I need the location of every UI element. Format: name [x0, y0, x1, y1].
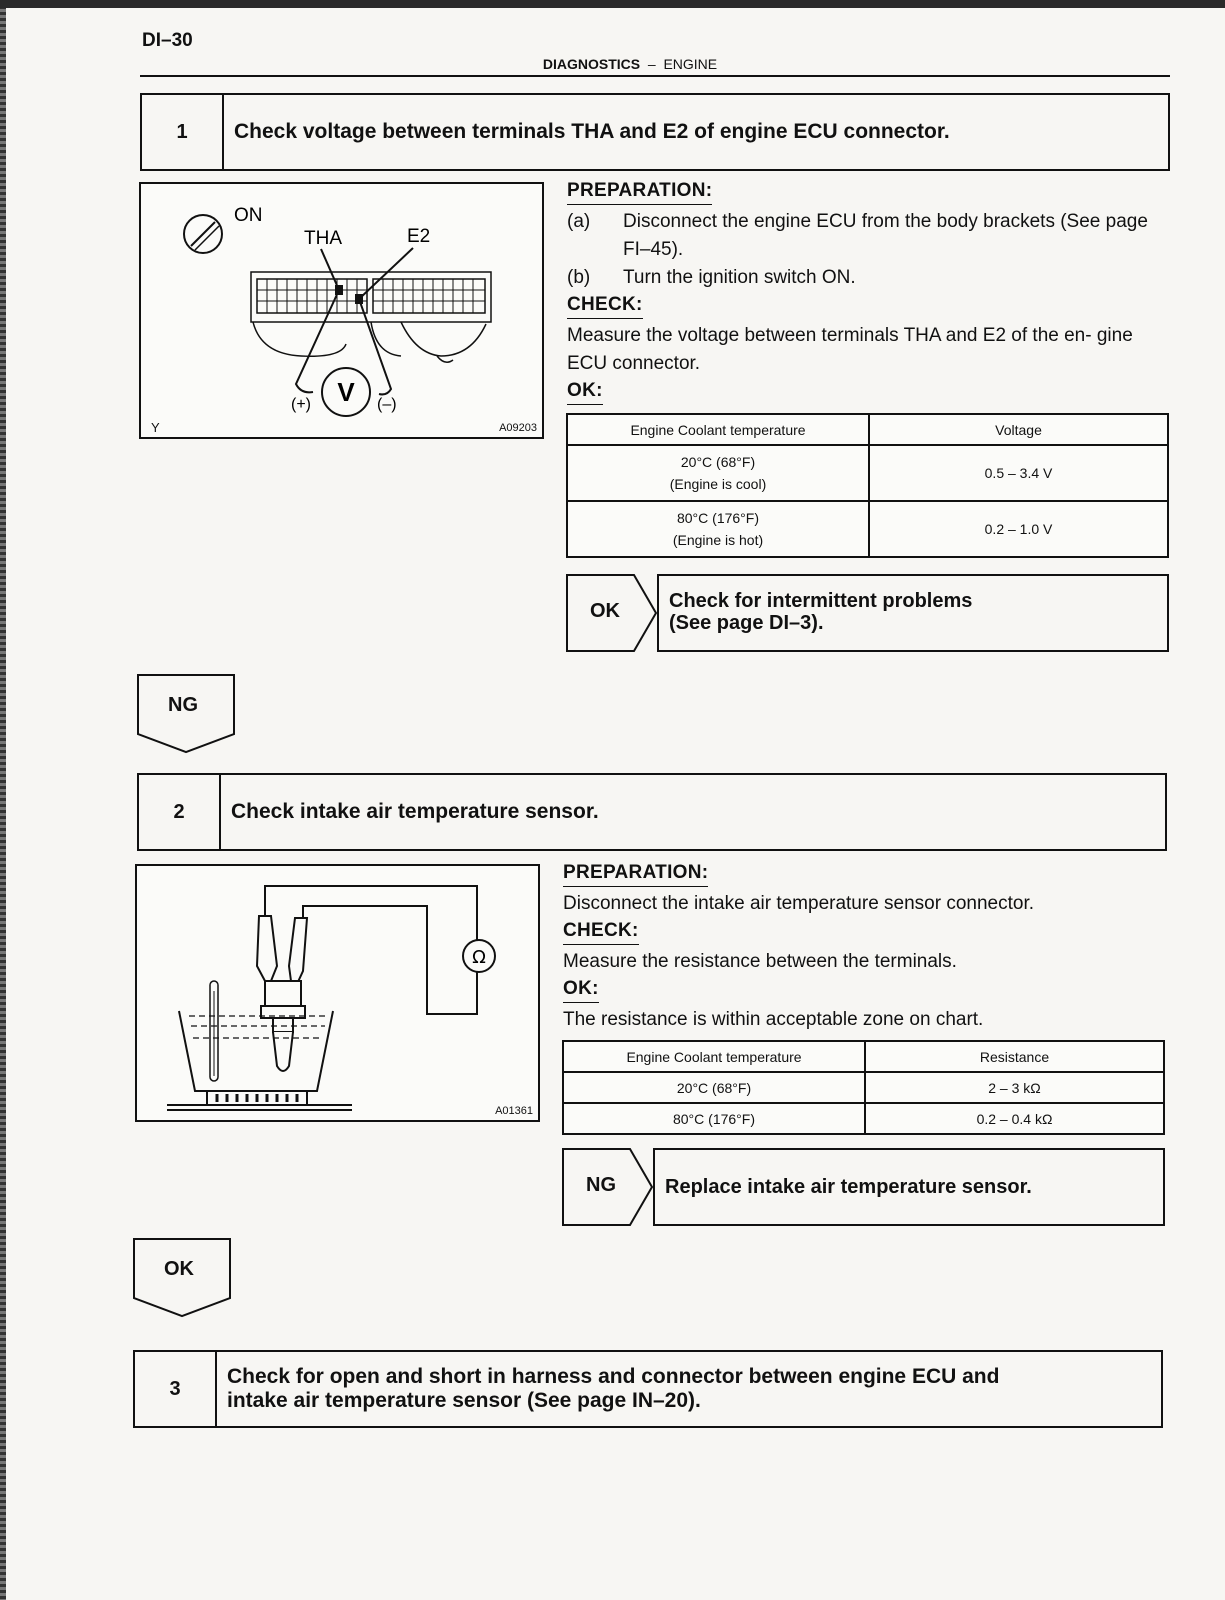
arrow-tag-label: NG — [586, 1174, 616, 1196]
table-row — [563, 1103, 1164, 1134]
scan-top-edge — [0, 0, 1225, 8]
result-line-1: Check for intermittent problems — [669, 590, 973, 612]
e2-label: E2 — [407, 226, 431, 247]
table-header-cell: Engine Coolant temperature — [567, 414, 869, 445]
table-cell-temp — [567, 445, 869, 501]
table-cell-temp: 80°C (176°F) — [563, 1103, 865, 1134]
step-2-box — [137, 773, 1167, 851]
step-2-title: Check intake air temperature sensor. — [231, 800, 599, 823]
result-line-2: (See page DI–3). — [669, 612, 824, 634]
ecu-voltage-figure — [139, 182, 544, 439]
step-1-number: 1 — [142, 95, 224, 169]
step-3-title-line-1: Check for open and short in harness and connector between engine ECU and — [227, 1365, 1000, 1388]
on-label: ON — [234, 205, 263, 226]
figure-id: A01361 — [495, 1105, 533, 1117]
page-number: DI–30 — [142, 30, 193, 51]
step-3-title — [217, 1352, 1161, 1426]
step-2-ok-down-arrow — [133, 1238, 233, 1318]
voltmeter-label: V — [337, 377, 355, 407]
table-cell-value: 0.2 – 1.0 V — [869, 501, 1168, 557]
step-1-ng-down-arrow — [137, 674, 237, 754]
step-1-check-label: CHECK: — [567, 294, 643, 319]
step-2-ok-label: OK: — [563, 978, 599, 1003]
step-1-box — [140, 93, 1170, 171]
step-1-prep-item-a — [567, 208, 1175, 264]
tha-label: THA — [304, 228, 342, 249]
step-1-title: Check voltage between terminals THA and E2 of engine ECU connector. — [234, 120, 950, 143]
table-cell-value: 0.2 – 0.4 kΩ — [865, 1103, 1164, 1134]
step-3-box — [133, 1350, 1163, 1428]
step-3-title-line-2: intake air temperature sensor (See page IN–20). — [227, 1389, 701, 1412]
table-row — [563, 1072, 1164, 1103]
table-header-cell: Engine Coolant temperature — [563, 1041, 865, 1072]
step-2-preparation-text: Disconnect the intake air temperature sensor connector. — [563, 893, 1035, 914]
heater-icon — [167, 1091, 352, 1110]
table-row — [567, 501, 1168, 557]
temp-value: 80°C (176°F) — [676, 510, 759, 526]
running-header — [480, 56, 780, 72]
step-1-ok-label: OK: — [567, 380, 603, 405]
step-2-ng-arrow — [562, 1148, 654, 1226]
water-beaker — [179, 1011, 333, 1091]
step-1-prep-item-b — [567, 264, 1175, 292]
step-1-check-text: Measure the voltage between terminals THA and E2 of the en- gine ECU connector. — [567, 325, 1133, 374]
header-section: DIAGNOSTICS — [542, 56, 641, 72]
sensor-resistance-figure — [135, 864, 540, 1122]
step-1-ok-arrow — [566, 574, 658, 652]
table-header-row — [567, 414, 1168, 445]
header-subsection: ENGINE — [663, 56, 718, 72]
step-2-number: 2 — [139, 775, 221, 849]
table-header-cell: Voltage — [869, 414, 1168, 445]
arrow-tag-label: NG — [168, 694, 198, 716]
table-header-cell: Resistance — [865, 1041, 1164, 1072]
ecu-connector-diagram — [141, 184, 542, 437]
table-row — [567, 445, 1168, 501]
figure-id: A09203 — [499, 422, 537, 434]
step-2-resistance-table — [562, 1040, 1165, 1135]
ohmmeter-label: Ω — [472, 947, 486, 968]
test-probes — [257, 916, 307, 984]
arrow-tag-label: OK — [590, 600, 620, 622]
table-cell-value: 2 – 3 kΩ — [865, 1072, 1164, 1103]
header-rule — [140, 75, 1170, 77]
ignition-key-icon — [184, 215, 222, 253]
step-2-preparation-label: PREPARATION: — [563, 862, 708, 887]
table-cell-temp — [567, 501, 869, 557]
step-2-check-text: Measure the resistance between the terminals. — [563, 951, 957, 972]
temp-value: 20°C (68°F) — [680, 454, 756, 470]
arrow-tag-label: OK — [164, 1258, 194, 1280]
table-cell-value: 0.5 – 3.4 V — [869, 445, 1168, 501]
step-2-check-label: CHECK: — [563, 920, 639, 945]
temp-note: (Engine is cool) — [669, 476, 767, 492]
table-header-row — [563, 1041, 1164, 1072]
prep-item-tag: (a) — [567, 211, 591, 232]
ecu-connector — [251, 272, 491, 362]
step-1-preparation-label: PREPARATION: — [567, 180, 712, 205]
thermometer-icon — [210, 981, 218, 1081]
minus-label: (–) — [377, 396, 397, 413]
page-binding-edge — [0, 0, 6, 1600]
sensor-bath-diagram — [137, 866, 538, 1120]
prep-item-text: Turn the ignition switch ON. — [623, 267, 856, 288]
prep-item-text: Disconnect the engine ECU from the body brackets (See page FI–45). — [623, 211, 1148, 260]
plus-label: (+) — [291, 396, 311, 413]
step-1-result-box — [657, 574, 1169, 652]
step-2-result-box: Replace intake air temperature sensor. — [653, 1148, 1165, 1226]
table-cell-temp: 20°C (68°F) — [563, 1072, 865, 1103]
step-3-number: 3 — [135, 1352, 217, 1426]
header-separator: – — [647, 56, 656, 72]
figure-corner-mark: Y — [151, 420, 160, 435]
prep-item-tag: (b) — [567, 267, 591, 288]
step-1-voltage-table — [566, 413, 1169, 558]
step-2-ok-text: The resistance is within acceptable zone on chart. — [563, 1009, 984, 1030]
temp-note: (Engine is hot) — [672, 532, 764, 548]
